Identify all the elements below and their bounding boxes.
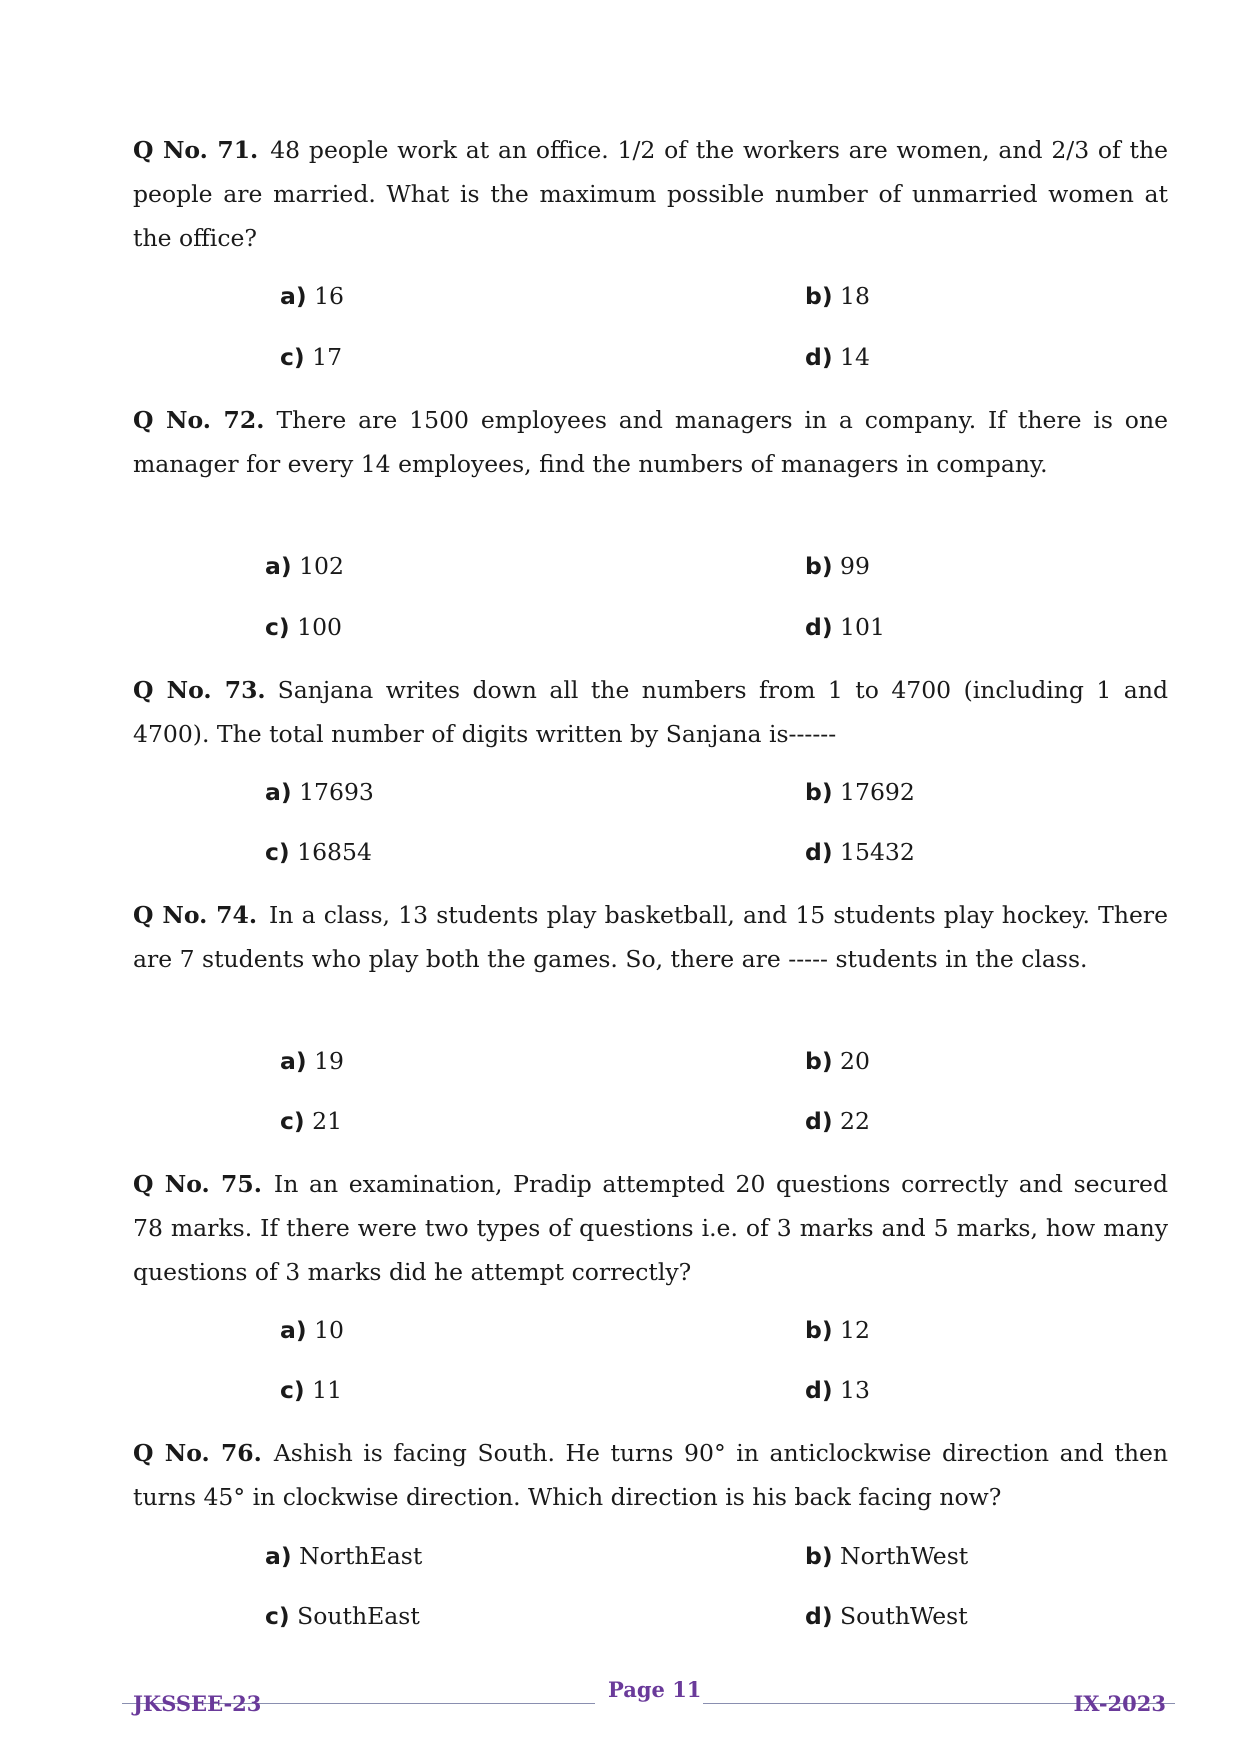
- option-d[interactable]: [805, 342, 870, 372]
- option-label: c): [280, 1107, 305, 1135]
- option-label: d): [805, 1107, 833, 1135]
- option-c[interactable]: [265, 1601, 420, 1631]
- option-a[interactable]: [280, 1315, 344, 1345]
- option-value: NorthEast: [299, 1542, 423, 1570]
- option-value: 99: [840, 552, 870, 580]
- option-d[interactable]: [805, 1375, 870, 1405]
- option-label: b): [805, 552, 833, 580]
- question-number: Q No. 73.: [133, 676, 266, 704]
- option-label: d): [805, 838, 833, 866]
- option-label: a): [280, 282, 307, 310]
- option-a[interactable]: [265, 551, 344, 581]
- option-label: b): [805, 778, 833, 806]
- option-value: 100: [297, 613, 343, 641]
- option-label: a): [265, 778, 292, 806]
- option-b[interactable]: [805, 1315, 870, 1345]
- option-b[interactable]: [805, 1541, 968, 1571]
- option-label: a): [280, 1316, 307, 1344]
- question-75: [133, 1162, 1168, 1294]
- question-text: In an examination, Pradip attempted 20 questions correctly and secured 78 marks. If there were two types of questions i.e. of 3 marks and 5 marks, how many questions of 3 marks did he attempt correctly?: [133, 1170, 1169, 1286]
- option-label: d): [805, 613, 833, 641]
- option-label: a): [265, 1542, 292, 1570]
- question-number: Q No. 71.: [133, 136, 259, 164]
- option-b[interactable]: [805, 551, 870, 581]
- option-label: b): [805, 1542, 833, 1570]
- question-71: [133, 128, 1168, 260]
- question-text: 48 people work at an office. 1/2 of the workers are women, and 2/3 of the people are married. What is the maximum possible number of unmarried women at the office?: [133, 136, 1168, 252]
- option-value: 17: [312, 343, 343, 371]
- question-text: Ashish is facing South. He turns 90° in anticlockwise direction and then turns 45° in clockwise direction. Which direction is his back facing now?: [133, 1439, 1169, 1511]
- option-label: b): [805, 1047, 833, 1075]
- option-value: 17693: [299, 778, 374, 806]
- question-text: Sanjana writes down all the numbers from 1 to 4700 (including 1 and 4700). The total number of digits written by Sanjana is------: [133, 676, 1168, 748]
- option-label: a): [265, 552, 292, 580]
- option-value: 18: [840, 282, 870, 310]
- option-a[interactable]: [265, 777, 374, 807]
- option-c[interactable]: [280, 1106, 342, 1136]
- option-b[interactable]: [805, 1046, 870, 1076]
- option-value: 10: [314, 1316, 344, 1344]
- option-value: 11: [312, 1376, 343, 1404]
- option-a[interactable]: [280, 281, 344, 311]
- option-value: 16: [314, 282, 344, 310]
- option-value: SouthEast: [297, 1602, 420, 1630]
- option-c[interactable]: [265, 837, 372, 867]
- option-value: 22: [840, 1107, 870, 1135]
- question-number: Q No. 76.: [133, 1439, 262, 1467]
- question-76: [133, 1431, 1168, 1519]
- page-number: Page 11: [608, 1677, 702, 1702]
- question-text: There are 1500 employees and managers in a company. If there is one manager for every 14 employees, find the numbers of managers in company.: [133, 406, 1168, 478]
- option-value: 102: [299, 552, 344, 580]
- option-b[interactable]: [805, 777, 915, 807]
- question-73: [133, 668, 1168, 756]
- option-value: 20: [840, 1047, 870, 1075]
- option-value: 14: [840, 343, 870, 371]
- option-c[interactable]: [280, 1375, 342, 1405]
- option-c[interactable]: [265, 612, 342, 642]
- option-value: 16854: [297, 838, 372, 866]
- option-label: d): [805, 343, 833, 371]
- option-value: 101: [840, 613, 885, 641]
- option-label: d): [805, 1602, 833, 1630]
- option-b[interactable]: [805, 281, 870, 311]
- option-value: NorthWest: [840, 1542, 969, 1570]
- footer-class-code: IX-2023: [1073, 1691, 1166, 1716]
- option-label: b): [805, 1316, 833, 1344]
- option-value: 19: [314, 1047, 344, 1075]
- option-c[interactable]: [280, 342, 342, 372]
- option-d[interactable]: [805, 1601, 968, 1631]
- question-74: [133, 893, 1168, 981]
- question-number: Q No. 72.: [133, 406, 265, 434]
- option-value: SouthWest: [840, 1602, 968, 1630]
- question-72: [133, 398, 1168, 486]
- footer-exam-code: JKSSEE-23: [133, 1691, 262, 1716]
- question-number: Q No. 74.: [133, 901, 258, 929]
- option-label: c): [265, 1602, 290, 1630]
- option-label: c): [265, 838, 290, 866]
- question-text: In a class, 13 students play basketball, and 15 students play hockey. There are 7 students who play both the games. So, there are ----- students in the class.: [133, 901, 1169, 973]
- option-label: a): [280, 1047, 307, 1075]
- option-value: 13: [840, 1376, 870, 1404]
- option-value: 15432: [840, 838, 915, 866]
- option-label: c): [280, 343, 305, 371]
- question-number: Q No. 75.: [133, 1170, 262, 1198]
- option-d[interactable]: [805, 1106, 870, 1136]
- option-value: 12: [840, 1316, 870, 1344]
- option-label: b): [805, 282, 833, 310]
- option-value: 17692: [840, 778, 915, 806]
- option-value: 21: [312, 1107, 343, 1135]
- option-label: c): [280, 1376, 305, 1404]
- option-a[interactable]: [265, 1541, 422, 1571]
- option-d[interactable]: [805, 612, 885, 642]
- option-d[interactable]: [805, 837, 915, 867]
- option-a[interactable]: [280, 1046, 344, 1076]
- option-label: d): [805, 1376, 833, 1404]
- option-label: c): [265, 613, 290, 641]
